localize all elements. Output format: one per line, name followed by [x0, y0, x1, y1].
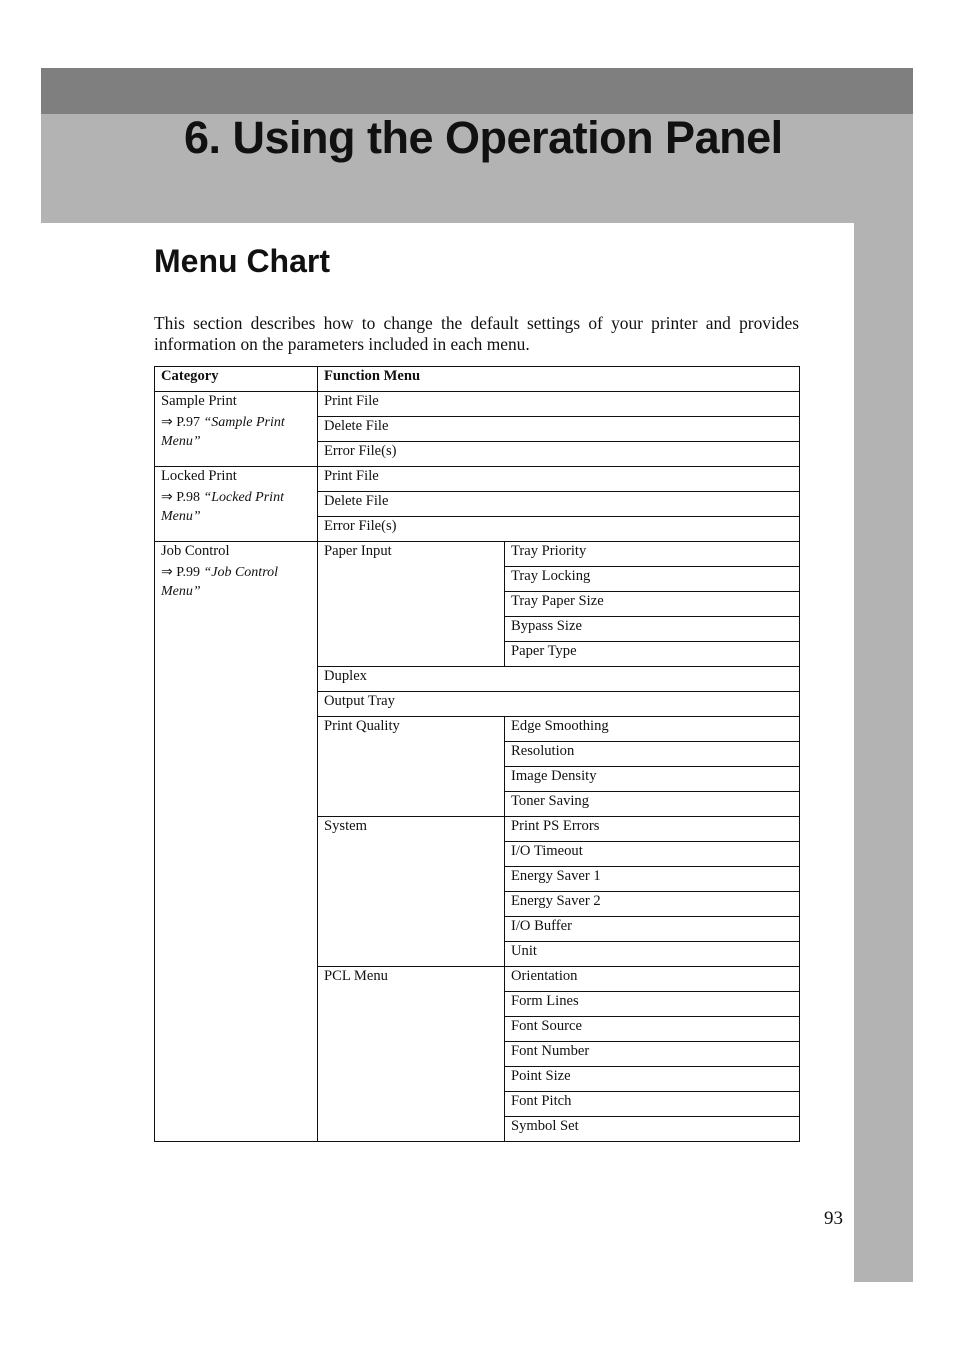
menu-item: Font Source [505, 1017, 800, 1042]
menu-item: Print File [318, 467, 800, 492]
menu-item: Error File(s) [318, 517, 800, 542]
header-function-menu: Function Menu [318, 367, 800, 392]
reference-title: “Locked Print Menu” [161, 490, 284, 524]
menu-item: Print PS Errors [505, 817, 800, 842]
menu-item: Error File(s) [318, 442, 800, 467]
page-reference [161, 413, 311, 451]
reference-page: ⇒ P.98 [161, 490, 200, 505]
menu-item: Delete File [318, 417, 800, 442]
category-cell-job-control [155, 542, 318, 1142]
page-reference [161, 563, 311, 601]
category-label: Job Control [161, 543, 230, 559]
table-row [155, 392, 800, 417]
reference-page: ⇒ P.97 [161, 415, 200, 430]
submenu-system: System [318, 817, 505, 967]
menu-item: Edge Smoothing [505, 717, 800, 742]
header-category: Category [155, 367, 318, 392]
menu-item: Point Size [505, 1067, 800, 1092]
table-row [155, 542, 800, 567]
menu-item: Tray Locking [505, 567, 800, 592]
menu-item: Font Number [505, 1042, 800, 1067]
menu-item: Delete File [318, 492, 800, 517]
menu-item: Energy Saver 2 [505, 892, 800, 917]
table-header-row [155, 367, 800, 392]
page-reference [161, 488, 311, 526]
menu-item: Resolution [505, 742, 800, 767]
submenu-print-quality: Print Quality [318, 717, 505, 817]
category-cell-locked-print [155, 467, 318, 542]
menu-item: Form Lines [505, 992, 800, 1017]
page-number: 93 [824, 1208, 843, 1229]
category-label: Sample Print [161, 393, 237, 409]
reference-page: ⇒ P.99 [161, 565, 200, 580]
side-margin-bar [854, 223, 913, 1282]
menu-item: Font Pitch [505, 1092, 800, 1117]
menu-item: Symbol Set [505, 1117, 800, 1142]
submenu-duplex: Duplex [318, 667, 800, 692]
table-row [155, 467, 800, 492]
menu-item: Tray Paper Size [505, 592, 800, 617]
menu-item: Paper Type [505, 642, 800, 667]
category-cell-sample-print [155, 392, 318, 467]
intro-paragraph: This section describes how to change the default settings of your printer and provides information on the parameters included in each menu. [154, 313, 799, 354]
menu-item: Bypass Size [505, 617, 800, 642]
menu-item: Toner Saving [505, 792, 800, 817]
category-label: Locked Print [161, 468, 237, 484]
submenu-paper-input: Paper Input [318, 542, 505, 667]
menu-item: Unit [505, 942, 800, 967]
menu-item: Tray Priority [505, 542, 800, 567]
submenu-output-tray: Output Tray [318, 692, 800, 717]
menu-item: Orientation [505, 967, 800, 992]
section-title: Menu Chart [154, 243, 330, 279]
submenu-pcl-menu: PCL Menu [318, 967, 505, 1142]
menu-chart-table [154, 366, 800, 1142]
menu-item: I/O Timeout [505, 842, 800, 867]
menu-item: Print File [318, 392, 800, 417]
reference-title: “Job Control Menu” [161, 565, 279, 599]
menu-item: Image Density [505, 767, 800, 792]
menu-item: Energy Saver 1 [505, 867, 800, 892]
chapter-band-top [41, 68, 913, 114]
reference-title: “Sample Print Menu” [161, 415, 285, 449]
chapter-title: 6. Using the Operation Panel [184, 112, 783, 163]
menu-item: I/O Buffer [505, 917, 800, 942]
